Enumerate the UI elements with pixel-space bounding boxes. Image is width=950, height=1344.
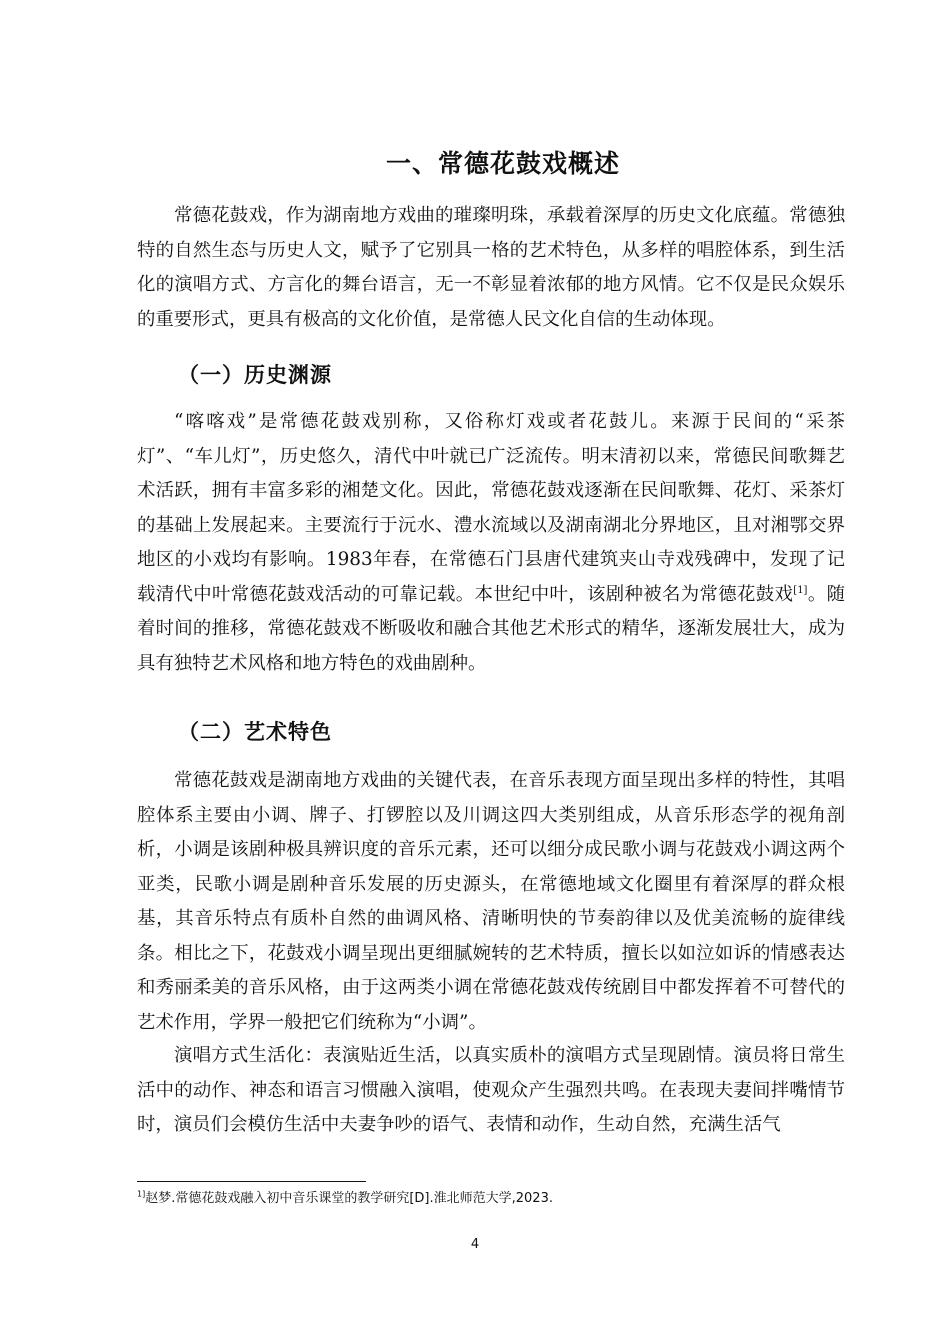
intro-paragraph: 常德花鼓戏，作为湖南地方戏曲的璀璨明珠，承载着深厚的历史文化底蕴。常德独特的自然生态与历史人文，赋予了它别具一格的艺术特色，从多样的唱腔体系，到生活化的演唱方式、方言化的舞台语言，无一不彰显着浓郁的地方风情。它不仅是民众娱乐的重要形式，更具有极高的文化价值，是常德人民文化自信的生动体现。 — [137, 205, 845, 330]
art-paragraph-singing: 演唱方式生活化：表演贴近生活，以真实质朴的演唱方式呈现剧情。演员将日常生活中的动作、神态和语言习惯融入演唱，使观众产生强烈共鸣。在表现夫妻间拌嘴情节时，演员们会模仿生活中夫妻争吵的语气、表情和动作，生动自然，充满生活气 — [137, 1045, 845, 1135]
subsection-title-history: （一）历史渊源 — [178, 363, 332, 387]
art-paragraph-music: 常德花鼓戏是湖南地方戏曲的关键代表，在音乐表现方面呈现出多样的特性，其唱腔体系主要由小调、牌子、打锣腔以及川调这四大类别组成，从音乐形态学的视角剖析，小调是该剧种极具辨识度的音乐元素，还可以细分成民歌小调与花鼓戏小调这两个亚类，民歌小调是剧种音乐发展的历史源头，在常德地域文化圈里有着深厚的群众根基，其音乐特点有质朴自然的曲调风格、清晰明快的节奏韵律以及优美流畅的旋律线条。相比之下，花鼓戏小调呈现出更细腻婉转的艺术特质，擅长以如泣如诉的情感表达和秀丽柔美的音乐风格，由于这两类小调在常德花鼓戏传统剧目中都发挥着不可替代的艺术作用，学界一般把它们统称为“小调”。 — [137, 770, 845, 1033]
footnote — [137, 1190, 553, 1208]
citation-marker: [1] — [793, 584, 808, 596]
subsection-title-art: （二）艺术特色 — [178, 720, 332, 744]
footnote-marker: 1] — [137, 1189, 146, 1199]
section-title: 一、常德花鼓戏概述 — [385, 149, 620, 178]
history-paragraph — [137, 405, 845, 681]
history-paragraph-text-2: 。随着时间的推移，常德花鼓戏不断吸收和融合其他艺术形式的精华，逐渐发展壮大，成为具有独特艺术风格和地方特色的戏曲剧种。 — [137, 583, 845, 674]
footnote-divider — [137, 1181, 366, 1182]
footnote-text: 赵梦.常德花鼓戏融入初中音乐课堂的教学研究[D].淮北师范大学,2023. — [145, 1191, 553, 1206]
history-paragraph-text-1: “喀喀戏”是常德花鼓戏别称，又俗称灯戏或者花鼓儿。来源于民间的“采茶灯”、“车儿灯”，历史悠久，清代中叶就已广泛流传。明末清初以来，常德民间歌舞艺术活跃，拥有丰富多彩的湘楚文化。因此，常德花鼓戏逐渐在民间歌舞、花灯、采茶灯的基础上发展起来。主要流行于沅水、澧水流域以及湖南湖北分界地区，且对湘鄂交界地区的小戏均有影响。1983年春，在常德石门县唐代建筑夹山寺戏残碑中，发现了记载清代中叶常德花鼓戏活动的可靠记载。本世纪中叶，该剧种被名为常德花鼓戏 — [137, 411, 845, 605]
page-number: 4 — [470, 1237, 480, 1252]
